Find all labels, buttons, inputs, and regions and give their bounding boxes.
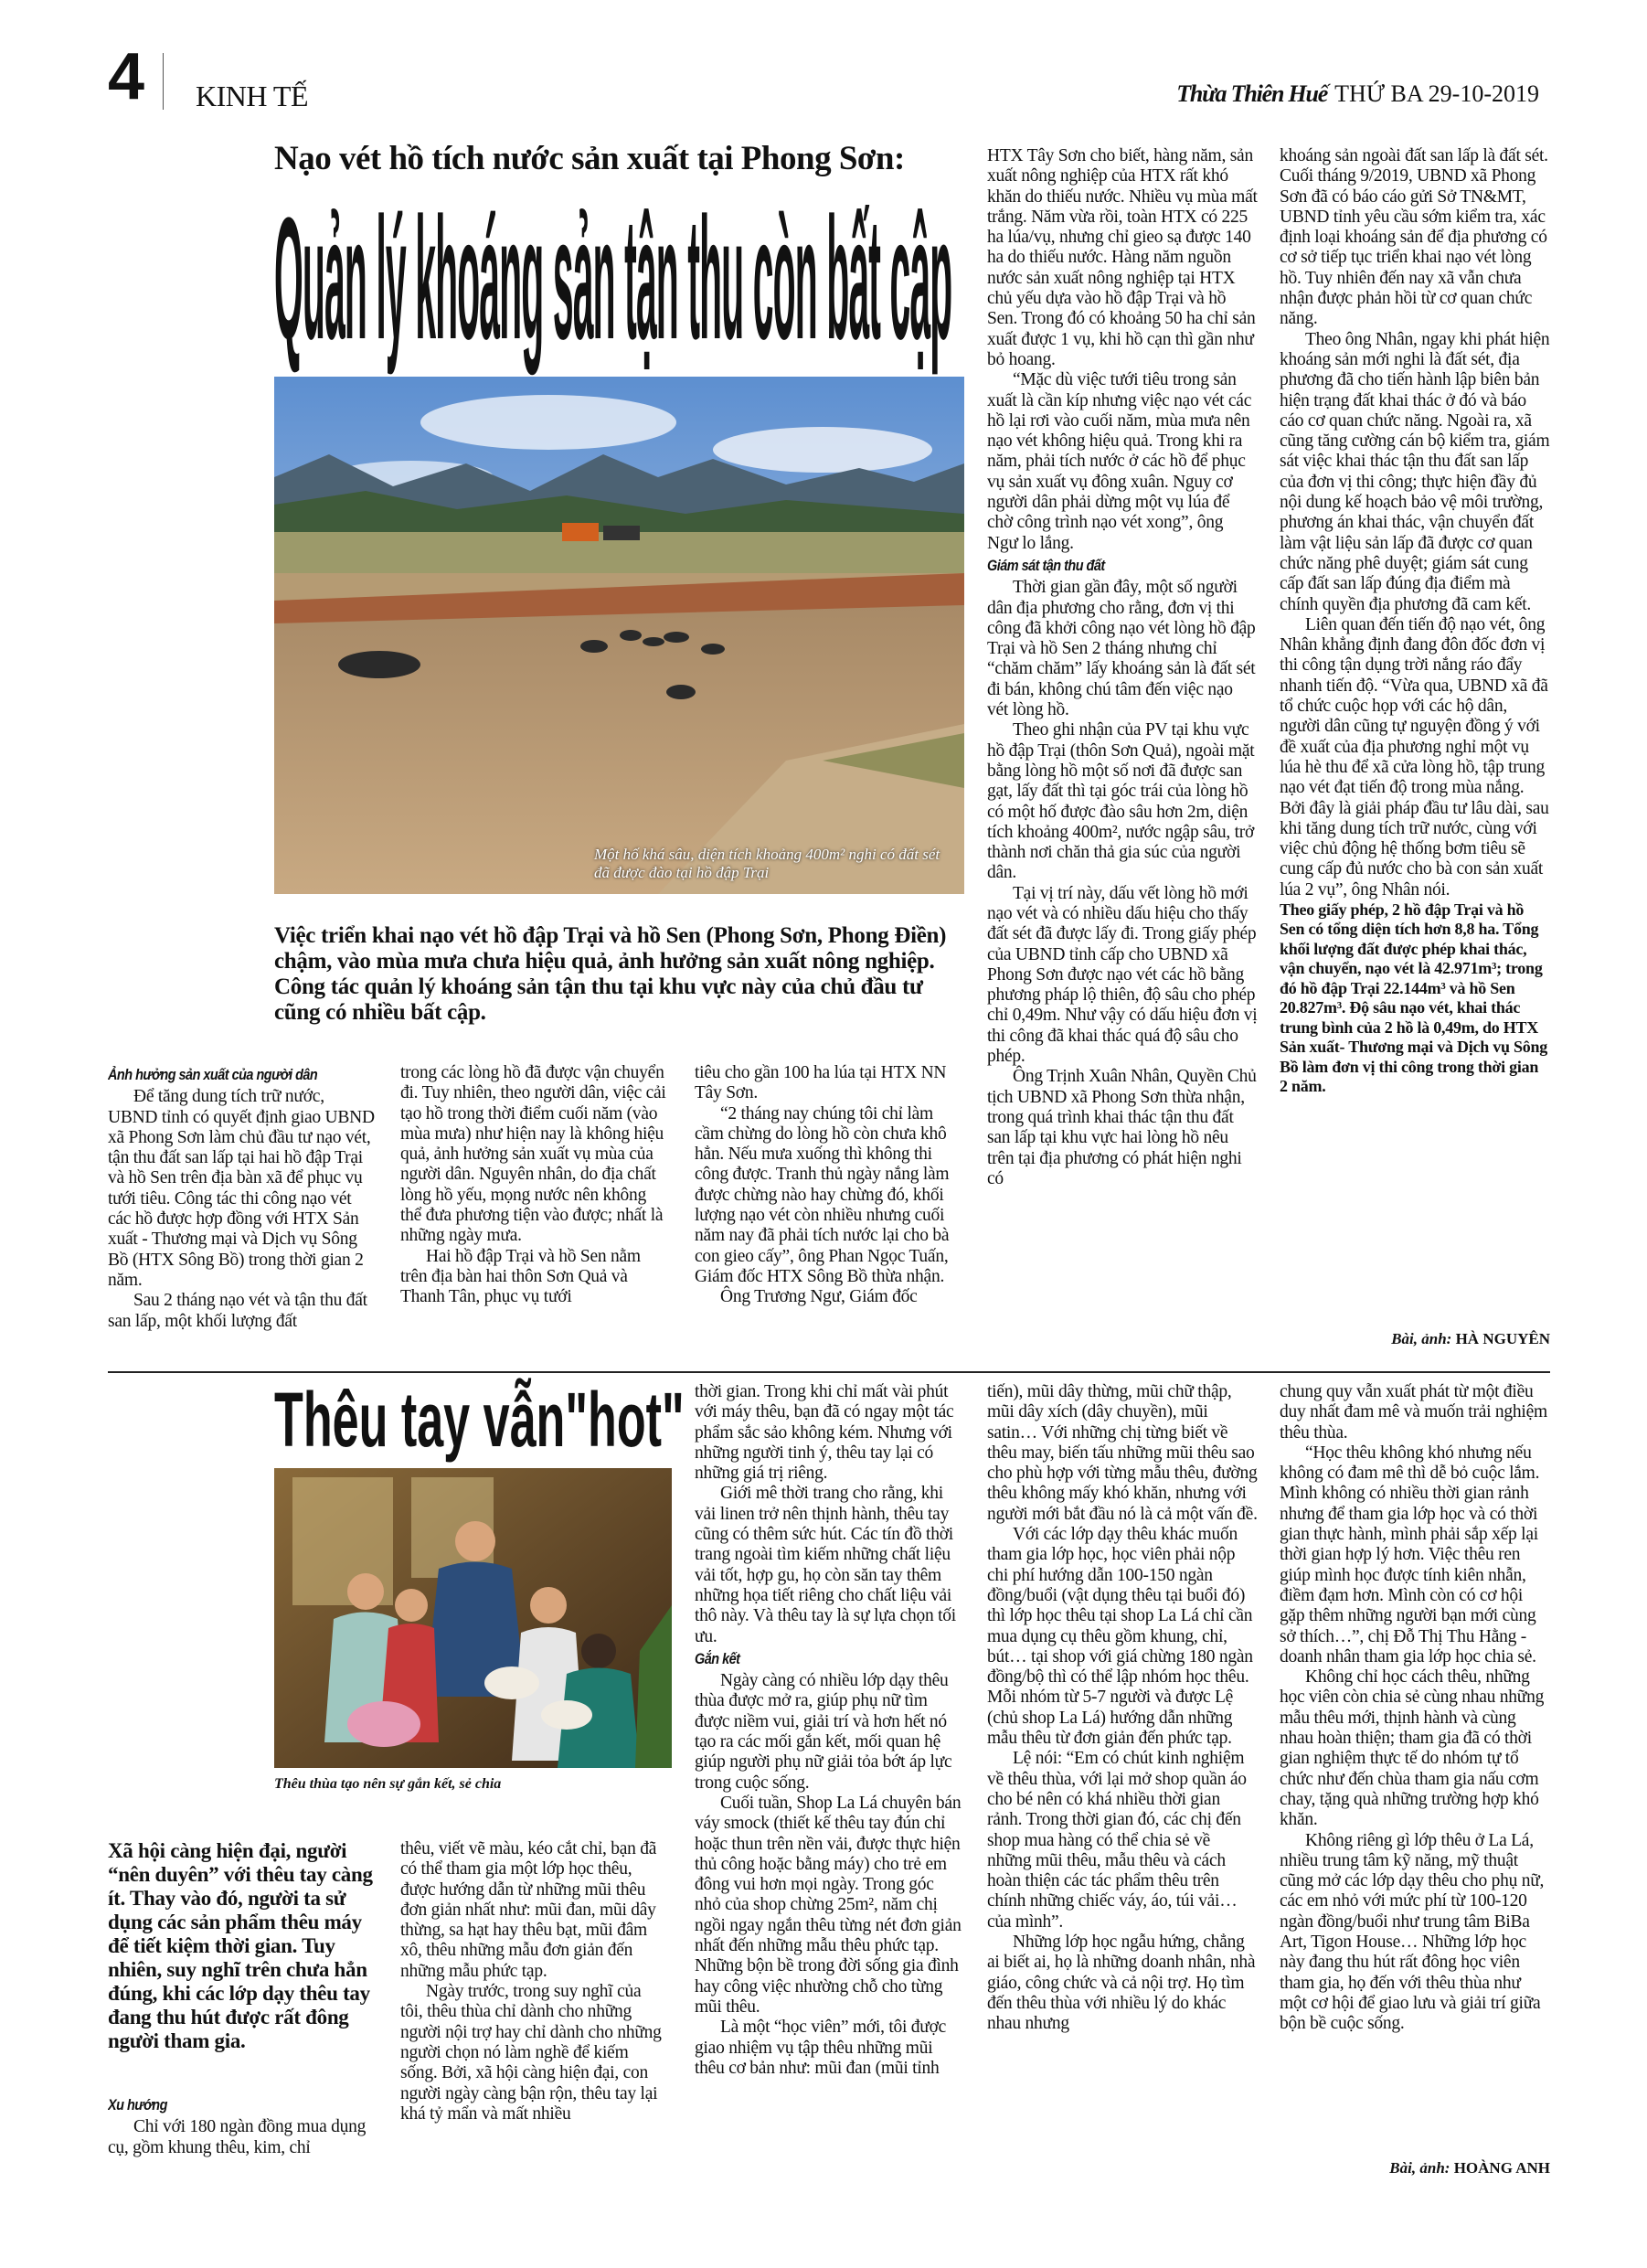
article2-lead: Xã hội càng hiện đại, người “nên duyên” với thêu tay càng ít. Thay vào đó, người ta sử dụng các sản phẩm thêu máy để tiết kiệm thời gian. Tuy nhiên, suy nghĩ trên chưa hẳn đúng, khi các lớp dạy thêu tay đang thu hút được rất đông người tham gia. bbox=[108, 1839, 373, 2052]
article1-title bbox=[274, 182, 969, 376]
byline-author: HOÀNG ANH bbox=[1453, 2159, 1550, 2177]
paragraph: Theo ông Nhân, ngay khi phát hiện khoáng sản mới nghi là đất sét, địa phương đã cho tiến hành lập biên bản hiện trạng đất khai thác ở đó và báo cáo cơ quan chức năng. Ngoài ra, xã cũng tăng cường cán bộ kiểm tra, giám sát việc khai thác tận thu đất san lấp của đơn vị thi công; thực hiện đầy đủ nội dung kế hoạch bảo vệ môi trường, phương án khai thác, vận chuyển đất làm vật liệu sản lấp đã được cơ quan chức năng phê duyệt; giám sát cung cấp đất san lấp đúng địa điểm mà chính quyền địa phương đã cam kết. bbox=[1280, 329, 1550, 614]
paragraph: Liên quan đến tiến độ nạo vét, ông Nhân khẳng định đang đôn đốc đơn vị thi công tận dụng trời nắng ráo đẩy nhanh tiến độ. “Vừa qua, UBND xã đã tổ chức cuộc họp với các hộ dân, người dân cũng tự nguyện đồng ý với đề xuất của địa phương nghỉ một vụ lúa hè thu để xã cửa lòng hồ, tập trung nạo vét đạt tiến độ trong mùa nắng. Bởi đây là giải pháp đầu tư lâu dài, sau khi tăng dung tích trữ nước, cùng với việc chủ động hệ thống bơm tiêu sẽ cung cấp đủ nước cho bà con sản xuất lúa 2 vụ”, ông Nhân nói. bbox=[1280, 614, 1549, 900]
paragraph: Để tăng dung tích trữ nước, UBND tỉnh có quyết định giao UBND xã Phong Sơn làm chủ đầu tư nạo vét, tận thu đất san lấp tại hai hồ đập Trại và hồ Sen trên địa bàn xã để phục vụ tưới tiêu. Công tác thi công nạo vét các hồ được hợp đồng với HTX Sản xuất - Thương mại và Dịch vụ Sông Bồ (HTX Sông Bồ) trong thời gian 2 năm. bbox=[108, 1087, 375, 1290]
article2-photo-caption: Thêu thùa tạo nên sự gắn kết, sẻ chia bbox=[274, 1776, 502, 1792]
paragraph: tiêu cho gần 100 ha lúa tại HTX NN Tây Sơn. bbox=[695, 1063, 947, 1103]
paragraph: HTX Tây Sơn cho biết, hàng năm, sản xuất nông nghiệp của HTX rất khó khăn do thiếu nước. Nhiều vụ mùa mất trắng. Năm vừa rồi, toàn HTX có 225 ha lúa/vụ, nhưng chỉ gieo sạ được 140 ha do thiếu nước. Hàng năm nguồn nước sản xuất nông nghiệp tại HTX chủ yếu dựa vào hồ đập Trại và hồ Sen. Trong đó có khoảng 50 ha chỉ sản xuất được 1 vụ, khi hồ cạn thì gần như bỏ hoang. bbox=[987, 146, 1258, 369]
reservoir-photo-image bbox=[274, 377, 964, 894]
paragraph: Ngày trước, trong suy nghĩ của tôi, thêu thùa chỉ dành cho những người nội trợ hay chỉ dành cho những người chọn nó làm nghề để kiếm sống. Bởi, xã hội càng hiện đại, con người ngày càng bận rộn, thêu tay lại khá tỷ mẩn và mất nhiều bbox=[400, 1982, 662, 2124]
section-title: KINH TẾ bbox=[196, 80, 308, 112]
article2-column-3 bbox=[695, 1382, 962, 2182]
paragraph: Không riêng gì lớp thêu ở La Lá, nhiều trung tâm kỹ năng, mỹ thuật cũng mở các lớp dạy thêu cho phụ nữ, các em nhỏ với mức phí từ 100-120 ngàn đồng/buổi như trung tâm BiBa Art, Tigon House… Những lớp học này đang thu hút rất đông học viên tham gia, họ đến với thêu thùa như một cơ hội để giao lưu và giải trí giữa bộn bề cuộc sống. bbox=[1280, 1830, 1545, 2034]
article1-kicker: Nạo vét hồ tích nước sản xuất tại Phong Sơn: bbox=[274, 140, 905, 177]
header-divider bbox=[163, 53, 164, 110]
paragraph: Không chỉ học cách thêu, những học viên còn chia sẻ cùng nhau những mẫu thêu mới, thịnh hành và cùng nhau hoàn thiện; tham gia đã có thời gian nghiệm thực tế do nhóm tự tổ chức như đến chùa tham gia nấu cơm chay, tặng quà những trường hợp khó khăn. bbox=[1280, 1667, 1545, 1830]
page-number: 4 bbox=[108, 40, 145, 113]
paragraph: tiến), mũi dây thừng, mũi chữ thập, mũi dây xích (dây chuyền), mũi satin… Với những chị từng biết về thêu may, biến tấu những mũi thêu sao cho phù hợp với từng mẫu thêu, đường thêu không mấy khó khăn, nhưng với người mới bắt đầu nó là cả một vấn đề. bbox=[987, 1382, 1258, 1524]
paragraph: Với các lớp dạy thêu khác muốn tham gia lớp học, học viên phải nộp chi phí hướng dẫn 100-150 ngàn đồng/buổi (vật dụng thêu tại buổi đó) thì lớp học thêu tại shop La Lá chỉ cần mua dụng cụ thêu gồm khung, chỉ, bút… tại shop với giá chừng 180 ngàn đồng/bộ thì có thể lập nhóm học thêu. Mỗi nhóm từ 5-7 người và được Lệ (chủ shop La Lá) hướng dẫn những mẫu thêu từ đơn giản đến phức tạp. bbox=[987, 1525, 1253, 1749]
byline-label: Bài, ảnh: bbox=[1391, 1330, 1452, 1347]
paragraph: Chỉ với 180 ngàn đồng mua dụng cụ, gồm khung thêu, kim, chỉ bbox=[108, 2117, 367, 2157]
paragraph: Ông Trương Ngư, Giám đốc bbox=[720, 1287, 918, 1307]
article1-column-3 bbox=[695, 1063, 962, 1360]
paragraph: chung quy vẫn xuất phát từ một điều duy nhất đam mê và muốn trải nghiệm thêu thùa. bbox=[1280, 1382, 1547, 1443]
embroidery-class-photo-image bbox=[274, 1468, 672, 1768]
article2-byline bbox=[1389, 2159, 1550, 2177]
paragraph: trong các lòng hồ đã được vận chuyển đi. Tuy nhiên, theo người dân, việc cải tạo hồ trong thời điểm cuối năm (vào mùa mưa) như hiện nay là không hiệu quả, ảnh hưởng sản xuất vụ mùa của người dân. Nguyên nhân, do địa chất lòng hồ yếu, mọng nước nên không thể đưa phương tiện vào được; nhất là những ngày mưa. bbox=[400, 1063, 666, 1246]
subheading: Xu hướng bbox=[108, 2096, 167, 2114]
article2-column-1 bbox=[108, 2093, 377, 2180]
paragraph: Những lớp học ngẫu hứng, chẳng ai biết ai, họ là những doanh nhân, nhà giáo, công chức và cả nội trợ. Họ tìm đến thêu thùa với nhiều lý do khác nhau nhưng bbox=[987, 1933, 1256, 2034]
paragraph: khoáng sản ngoài đất san lấp là đất sét. Cuối tháng 9/2019, UBND xã Phong Sơn đã có báo cáo gửi Sở TN&MT, UBND tỉnh yêu cầu sớm kiểm tra, xác định loại khoáng sản để địa phương có cơ sở tiếp tục triển khai nạo vét lòng hồ. Tuy nhiên đến nay xã vẫn chưa nhận được phản hồi từ cơ quan chức năng. bbox=[1280, 146, 1548, 329]
paragraph: Cuối tuần, Shop La Lá chuyên bán váy smock (thiết kế thêu tay đún chỉ hoặc thun trên nền vải, được thực hiện thủ công hoặc bằng máy) cho trẻ em đông vui hơn mọi ngày. Trong góc nhỏ của shop chừng 25m², năm chị ngồi ngay ngắn thêu từng nét đơn giản nhất đến những mẫu thêu phức tạp. Những bộn bề trong đời sống gia đình hay công việc nhường chỗ cho từng mũi thêu. bbox=[695, 1793, 962, 2017]
paragraph: Lệ nói: “Em có chút kinh nghiệm về thêu thùa, với lại mở shop quần áo cho bé nên có khá nhiều thời gian rảnh. Trong thời gian đó, các chị đến shop mua hàng có thể chia sẻ về những mũi thêu, mẫu thêu và cách hoàn thiện các tác phẩm thêu trên chính những chiếc váy, áo, túi vải… của mình”. bbox=[987, 1749, 1247, 1932]
byline-author: HÀ NGUYÊN bbox=[1455, 1330, 1550, 1347]
article1-title-text: Quản lý khoáng sản tận thu còn bất cập bbox=[274, 182, 952, 376]
paragraph: Là một “học viên” mới, tôi được giao nhiệm vụ tập thêu những mũi thêu cơ bản như: mũi đan (mũi tỉnh bbox=[695, 2018, 947, 2078]
paragraph: “2 tháng nay chúng tôi chỉ làm cầm chừng do lòng hồ còn chưa khô hẳn. Nếu mưa xuống thì không thi công được. Tranh thủ ngày nắng làm được chừng nào hay chừng đó, khối lượng nạo vét còn nhiều nhưng cuối năm nay đã phải tích nước lại cho bà con gieo cấy”, ông Phan Ngọc Tuấn, Giám đốc HTX Sông Bồ thừa nhận. bbox=[695, 1103, 950, 1286]
paragraph: Giới mê thời trang cho rằng, khi vải linen trở nên thịnh hành, thêu tay cũng có thêm sức hút. Các tín đồ thời trang ngoài tìm kiếm những chất liệu vải tốt, hợp gu, họ còn săn tay thêm những họa tiết riêng cho chất liệu vải thô này. Và thêu tay là sự lựa chọn tối ưu. bbox=[695, 1484, 956, 1646]
paragraph: Sau 2 tháng nạo vét và tận thu đất san lấp, một khối lượng đất bbox=[108, 1291, 367, 1331]
article2-column-4 bbox=[987, 1382, 1258, 2182]
subheading: Giám sát tận thu đất bbox=[987, 556, 1105, 574]
article1-column-5 bbox=[1280, 146, 1550, 1326]
paragraph: “Học thêu không khó nhưng nếu không có đam mê thì dễ bỏ cuộc lắm. Mình không có nhiều thời gian rảnh nhưng để tham gia lớp học và có thời gian thực hành, mình phải sắp xếp lại thời gian hợp lý hơn. Việc thêu ren giúp mình học được tính kiên nhẫn, điềm đạm hơn. Mình còn có cơ hội gặp thêm những người bạn mới cùng sở thích…”, chị Đỗ Thị Thu Hằng - doanh nhân tham gia lớp học chia sẻ. bbox=[1280, 1443, 1540, 1666]
paragraph: thêu, viết vẽ màu, kéo cắt chỉ, bạn đã có thể tham gia một lớp học thêu, được hướng dẫn từ những mũi thêu đơn giản nhất như: mũi đan, mũi dây thừng, sa hạt hay thêu bạt, mũi đâm xô, thêu những mẫu đơn giản đến những mẫu phức tạp. bbox=[400, 1839, 657, 1981]
article1-column-1 bbox=[108, 1063, 377, 1360]
issue-date: THỨ BA 29-10-2019 bbox=[1334, 80, 1539, 107]
article1-column-4 bbox=[987, 146, 1258, 1362]
article1-byline bbox=[1391, 1330, 1550, 1348]
article1-column-2 bbox=[400, 1063, 667, 1360]
article1-photo bbox=[274, 377, 964, 894]
paragraph: thời gian. Trong khi chỉ mất vài phút với máy thêu, bạn đã có ngay một tác phẩm sắc sảo không kém. Nhưng với những người tinh ý, thêu tay lại có những giá trị riêng. bbox=[695, 1382, 954, 1484]
paragraph: Tại vị trí này, dấu vết lòng hồ mới nạo vét và có nhiều dấu hiệu cho thấy đất sét đã được lấy đi. Trong giấy phép của UBND tỉnh cấp cho UBND xã Phong Sơn được nạo vét các hồ bằng phương pháp lộ thiên, độ sâu cho phép chỉ 0,49m. Như vậy có dấu hiệu đơn vị thi công đã khai thác quá độ sâu cho phép. bbox=[987, 883, 1258, 1067]
article2-column-2 bbox=[400, 1839, 667, 2182]
fact-box: Theo giấy phép, 2 hồ đập Trại và hồ Sen có tổng diện tích hơn 8,8 ha. Tổng khối lượng đất được phép khai thác, vận chuyển, nạo vét là 42.971m³; trong đó hồ đập Trại 22.144m³ và hồ Sen 20.827m³. Độ sâu nạo vét, khai thác trung bình của 2 hồ là 0,49m, do HTX Sản xuất- Thương mại và Dịch vụ Sông Bồ làm đơn vị thi công trong thời gian 2 năm. bbox=[1280, 900, 1548, 1096]
article2-photo bbox=[274, 1468, 672, 1768]
paragraph: Ngày càng có nhiều lớp dạy thêu thùa được mở ra, giúp phụ nữ tìm được niềm vui, giải trí và hơn hết nó tạo ra các mối gắn kết, mối quan hệ giúp người phụ nữ giải tỏa bớt áp lực trong cuộc sống. bbox=[695, 1671, 952, 1793]
article2-column-5 bbox=[1280, 1382, 1550, 2159]
paragraph: “Mặc dù việc tưới tiêu trong sản xuất là cần kíp nhưng việc nạo vét các hồ lại rơi vào cuối năm, mùa mưa nên nạo vét không hiệu quả. Trong khi ra năm, phải tích nước ở các hồ để phục vụ sản xuất vụ đông xuân. Nguy cơ người dân phải dừng một vụ lúa để chờ công trình nạo vét xong”, ông Ngư lo lắng. bbox=[987, 370, 1252, 553]
article2-title-text: Thêu tay vẫn"hot" bbox=[274, 1377, 685, 1463]
article-divider bbox=[108, 1371, 1550, 1373]
article1-photo-caption: Một hố khá sâu, diện tích khoảng 400m² nghi có đất sét đã được đào tại hồ đập Trại bbox=[594, 846, 940, 881]
paragraph: Ông Trịnh Xuân Nhân, Quyền Chủ tịch UBND xã Phong Sơn thừa nhận, trong quá trình khai thác tận thu đất san lấp tại khu vực hai lòng hồ nêu trên tại địa phương có phát hiện nghi có bbox=[987, 1067, 1257, 1188]
article1-lead: Việc triển khai nạo vét hồ đập Trại và hồ Sen (Phong Sơn, Phong Điền) chậm, vào mùa mưa chưa hiệu quả, ảnh hưởng sản xuất nông nghiệp. Công tác quản lý khoáng sản tận thu tại khu vực này của chủ đầu tư cũng có nhiều bất cập. bbox=[274, 923, 947, 1025]
paper-name: Thừa Thiên Huế bbox=[1176, 80, 1328, 107]
paragraph: Theo ghi nhận của PV tại khu vực hồ đập Trại (thôn Sơn Quả), ngoài mặt bằng lòng hồ một số nơi đã được san gạt, lấy đất thì tại góc trái của lòng hồ có một hố được đào sâu hơn 2m, diện tích khoảng 400m², nước ngập sâu, trở thành nơi chăn thả gia súc của người dân. bbox=[987, 720, 1255, 883]
subheading: Gắn kết bbox=[695, 1649, 740, 1667]
masthead bbox=[1176, 80, 1539, 108]
byline-label: Bài, ảnh: bbox=[1389, 2159, 1450, 2177]
paragraph: Hai hồ đập Trại và hồ Sen nằm trên địa bàn hai thôn Sơn Quả và Thanh Tân, phục vụ tưới bbox=[400, 1246, 641, 1307]
subheading: Ảnh hưởng sản xuất của người dân bbox=[108, 1066, 318, 1083]
paragraph: Thời gian gần đây, một số người dân địa phương cho rằng, đơn vị thi công đã khởi công nạo vét lòng hồ đập Trại và hồ Sen 2 tháng nhưng chỉ “chăm chăm” lấy khoáng sản là đất sét đi bán, không chú tâm đến việc nạo vét lòng hồ. bbox=[987, 578, 1256, 720]
